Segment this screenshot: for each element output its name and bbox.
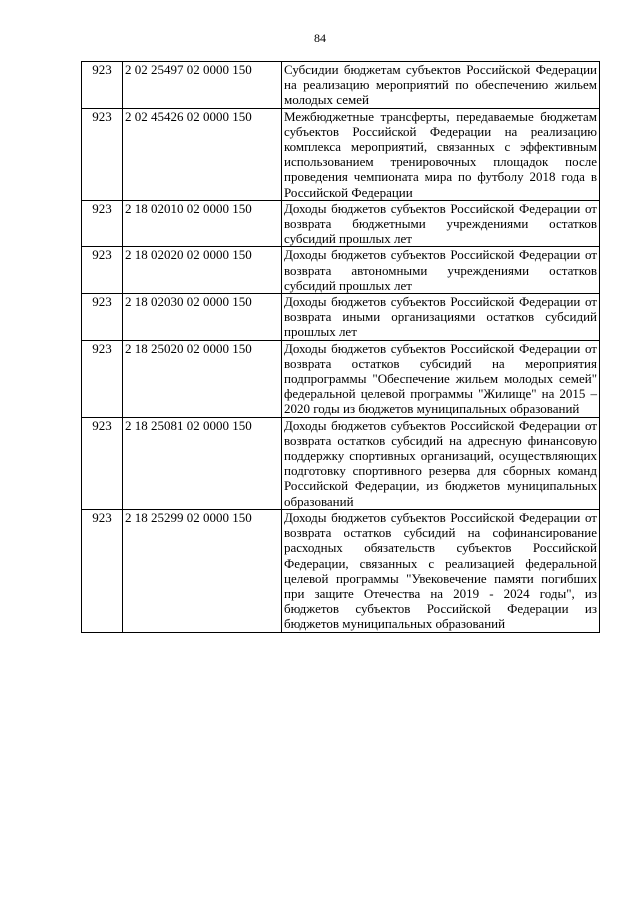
income-name-cell: Доходы бюджетов субъектов Российской Федерации от возврата остатков субсидий на мероприятия подпрограммы "Обеспечение жильем молодых семей" федеральной целевой программы "Жилище" на 2015 – 2020 годы из бюджетов муниципальных образований: [282, 340, 600, 417]
table-row: [82, 294, 600, 341]
budget-code-cell: 2 02 45426 02 0000 150: [123, 108, 282, 200]
budget-code-cell: 2 18 02030 02 0000 150: [123, 294, 282, 341]
admin-code-cell: 923: [82, 247, 123, 294]
table-row: [82, 417, 600, 509]
income-name-cell: Доходы бюджетов субъектов Российской Федерации от возврата остатков субсидий на адресную финансовую поддержку спортивных организаций, осуществляющих подготовку спортивного резерва для сборных команд Российской Федерации, из бюджетов муниципальных образований: [282, 417, 600, 509]
table-row: [82, 62, 600, 109]
income-name-cell: Межбюджетные трансферты, передаваемые бюджетам субъектов Российской Федерации на реализацию комплекса мероприятий, связанных с эффективным использованием тренировочных площадок после проведения чемпионата мира по футболу 2018 года в Российской Федерации: [282, 108, 600, 200]
admin-code-cell: 923: [82, 200, 123, 247]
admin-code-cell: 923: [82, 509, 123, 632]
table-row: [82, 247, 600, 294]
admin-code-cell: 923: [82, 62, 123, 109]
income-name-cell: Доходы бюджетов субъектов Российской Федерации от возврата бюджетными учреждениями остатков субсидий прошлых лет: [282, 200, 600, 247]
admin-code-cell: 923: [82, 294, 123, 341]
page-number: 84: [314, 31, 326, 45]
budget-code-cell: 2 18 02020 02 0000 150: [123, 247, 282, 294]
table-row: [82, 108, 600, 200]
budget-code-cell: 2 02 25497 02 0000 150: [123, 62, 282, 109]
income-name-cell: Доходы бюджетов субъектов Российской Федерации от возврата остатков субсидий на софинансирование расходных обязательств субъектов Российской Федерации, связанных с реализацией федеральной целевой программы "Увековечение памяти погибших при защите Отечества на 2019 - 2024 годы", из бюджетов субъектов Российской Федерации из бюджетов муниципальных образований: [282, 509, 600, 632]
budget-code-cell: 2 18 25020 02 0000 150: [123, 340, 282, 417]
table-row: [82, 509, 600, 632]
budget-code-cell: 2 18 25299 02 0000 150: [123, 509, 282, 632]
admin-code-cell: 923: [82, 340, 123, 417]
budget-codes-table: [81, 61, 600, 633]
budget-code-cell: 2 18 02010 02 0000 150: [123, 200, 282, 247]
income-name-cell: Доходы бюджетов субъектов Российской Федерации от возврата иными организациями остатков субсидий прошлых лет: [282, 294, 600, 341]
income-name-cell: Субсидии бюджетам субъектов Российской Федерации на реализацию мероприятий по обеспечению жильем молодых семей: [282, 62, 600, 109]
admin-code-cell: 923: [82, 417, 123, 509]
income-name-cell: Доходы бюджетов субъектов Российской Федерации от возврата автономными учреждениями остатков субсидий прошлых лет: [282, 247, 600, 294]
table-row: [82, 200, 600, 247]
table-row: [82, 340, 600, 417]
admin-code-cell: 923: [82, 108, 123, 200]
budget-code-cell: 2 18 25081 02 0000 150: [123, 417, 282, 509]
